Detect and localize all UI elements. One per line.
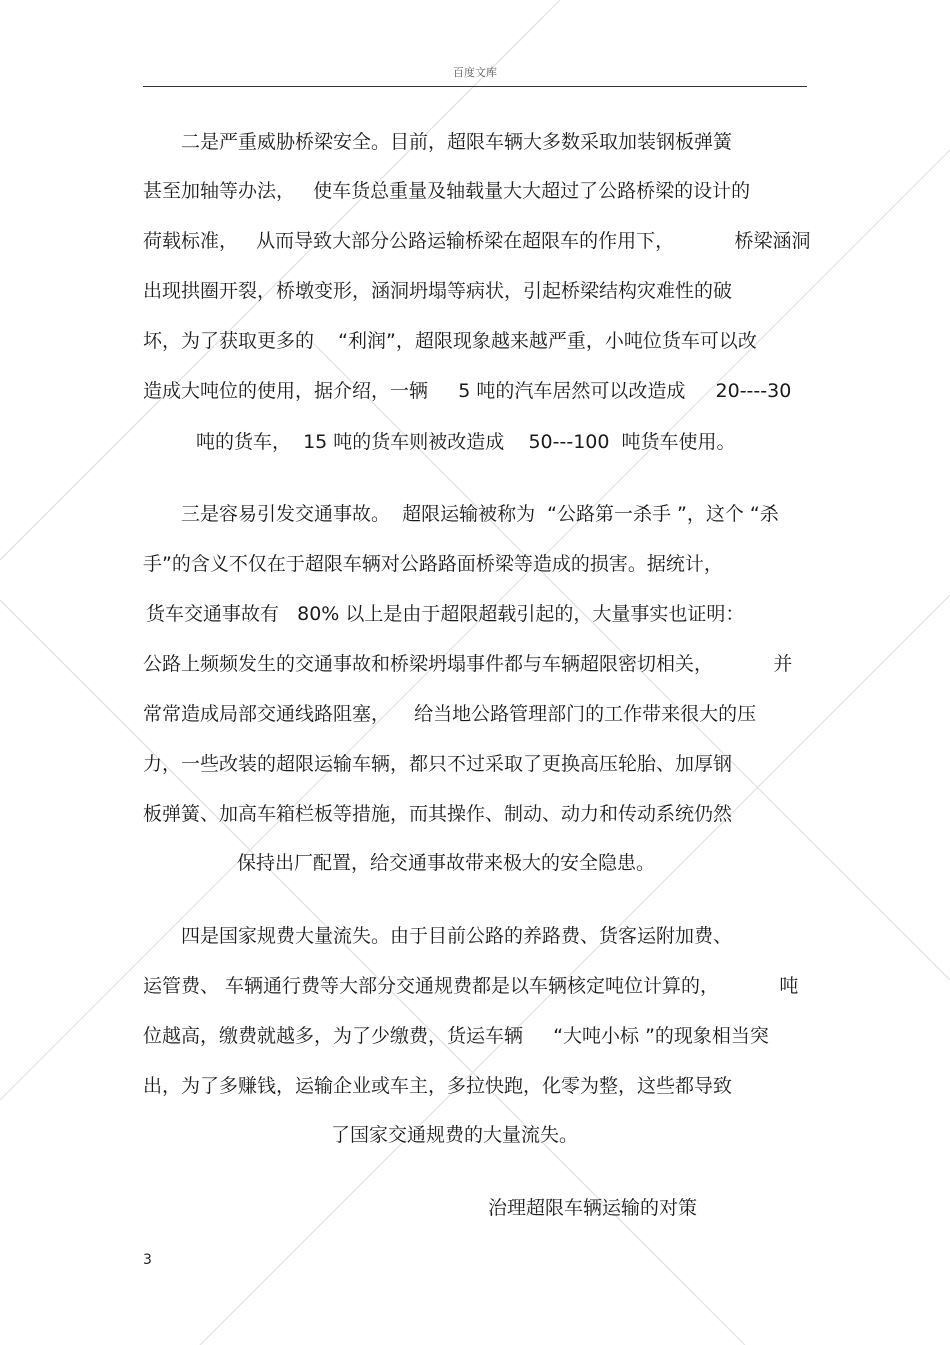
text-line: 运管费、 车辆通行费等大部分交通规费都是以车辆核定吨位计算的， 吨: [143, 975, 799, 997]
text-line: 力，一些改装的超限运输车辆，都只不过采取了更换高压轮胎、加厚钢: [143, 753, 733, 775]
text-line: 四是国家规费大量流失。由于目前公路的养路费、货客运附加费、: [181, 925, 733, 947]
text-line: 二是严重威胁桥梁安全。目前，超限车辆大多数采取加装钢板弹簧: [181, 131, 733, 153]
text-line: 荷载标准， 从而导致大部分公路运输桥梁在超限车的作用下， 桥梁涵洞: [143, 230, 811, 252]
text-line: 出现拱圈开裂，桥墩变形，涵洞坍塌等病状，引起桥梁结构灾难性的破: [143, 280, 733, 302]
header-label: 百度文库: [453, 66, 497, 79]
text-line: 甚至加轴等办法， 使车货总重量及轴载量大大超过了公路桥梁的设计的: [143, 180, 751, 202]
text-line: 三是容易引发交通事故。 超限运输被称为 “公路第一杀手 ”，这个 “杀: [181, 503, 779, 525]
text-line: 公路上频频发生的交通事故和桥梁坍塌事件都与车辆超限密切相关， 并: [143, 653, 793, 675]
text-line: 出，为了多赚钱，运输企业或车主，多拉快跑，化零为整，这些都导致: [143, 1075, 733, 1097]
text-line: 板弹簧、加高车箱栏板等措施，而其操作、制动、动力和传动系统仍然: [143, 803, 733, 825]
text-line: 坏，为了获取更多的 “利润”，超限现象越来越严重，小吨位货车可以改: [143, 330, 757, 352]
text-line: 手”的含义不仅在于超限车辆对公路路面桥梁等造成的损害。据统计，: [143, 553, 723, 575]
text-line: 造成大吨位的使用，据介绍，一辆 5 吨的汽车居然可以改造成 20----30: [143, 380, 792, 402]
page-number: 3: [143, 1252, 152, 1268]
text-line: 了国家交通规费的大量流失。: [331, 1124, 579, 1146]
text-line: 常常造成局部交通线路阻塞， 给当地公路管理部门的工作带来很大的压: [143, 703, 757, 725]
text-line: 位越高，缴费就越多，为了少缴费，货运车辆 “大吨小标 ”的现象相当突: [143, 1025, 769, 1047]
section-heading: 治理超限车辆运输的对策: [488, 1197, 698, 1219]
text-line: 吨的货车， 15 吨的货车则被改造成 50---100 吨货车使用。: [196, 431, 736, 453]
text-line: 货车交通事故有 80% 以上是由于超限超载引起的，大量事实也证明：: [146, 603, 745, 625]
text-line: 保持出厂配置，给交通事故带来极大的安全隐患。: [237, 852, 656, 874]
header-divider: [143, 86, 807, 87]
